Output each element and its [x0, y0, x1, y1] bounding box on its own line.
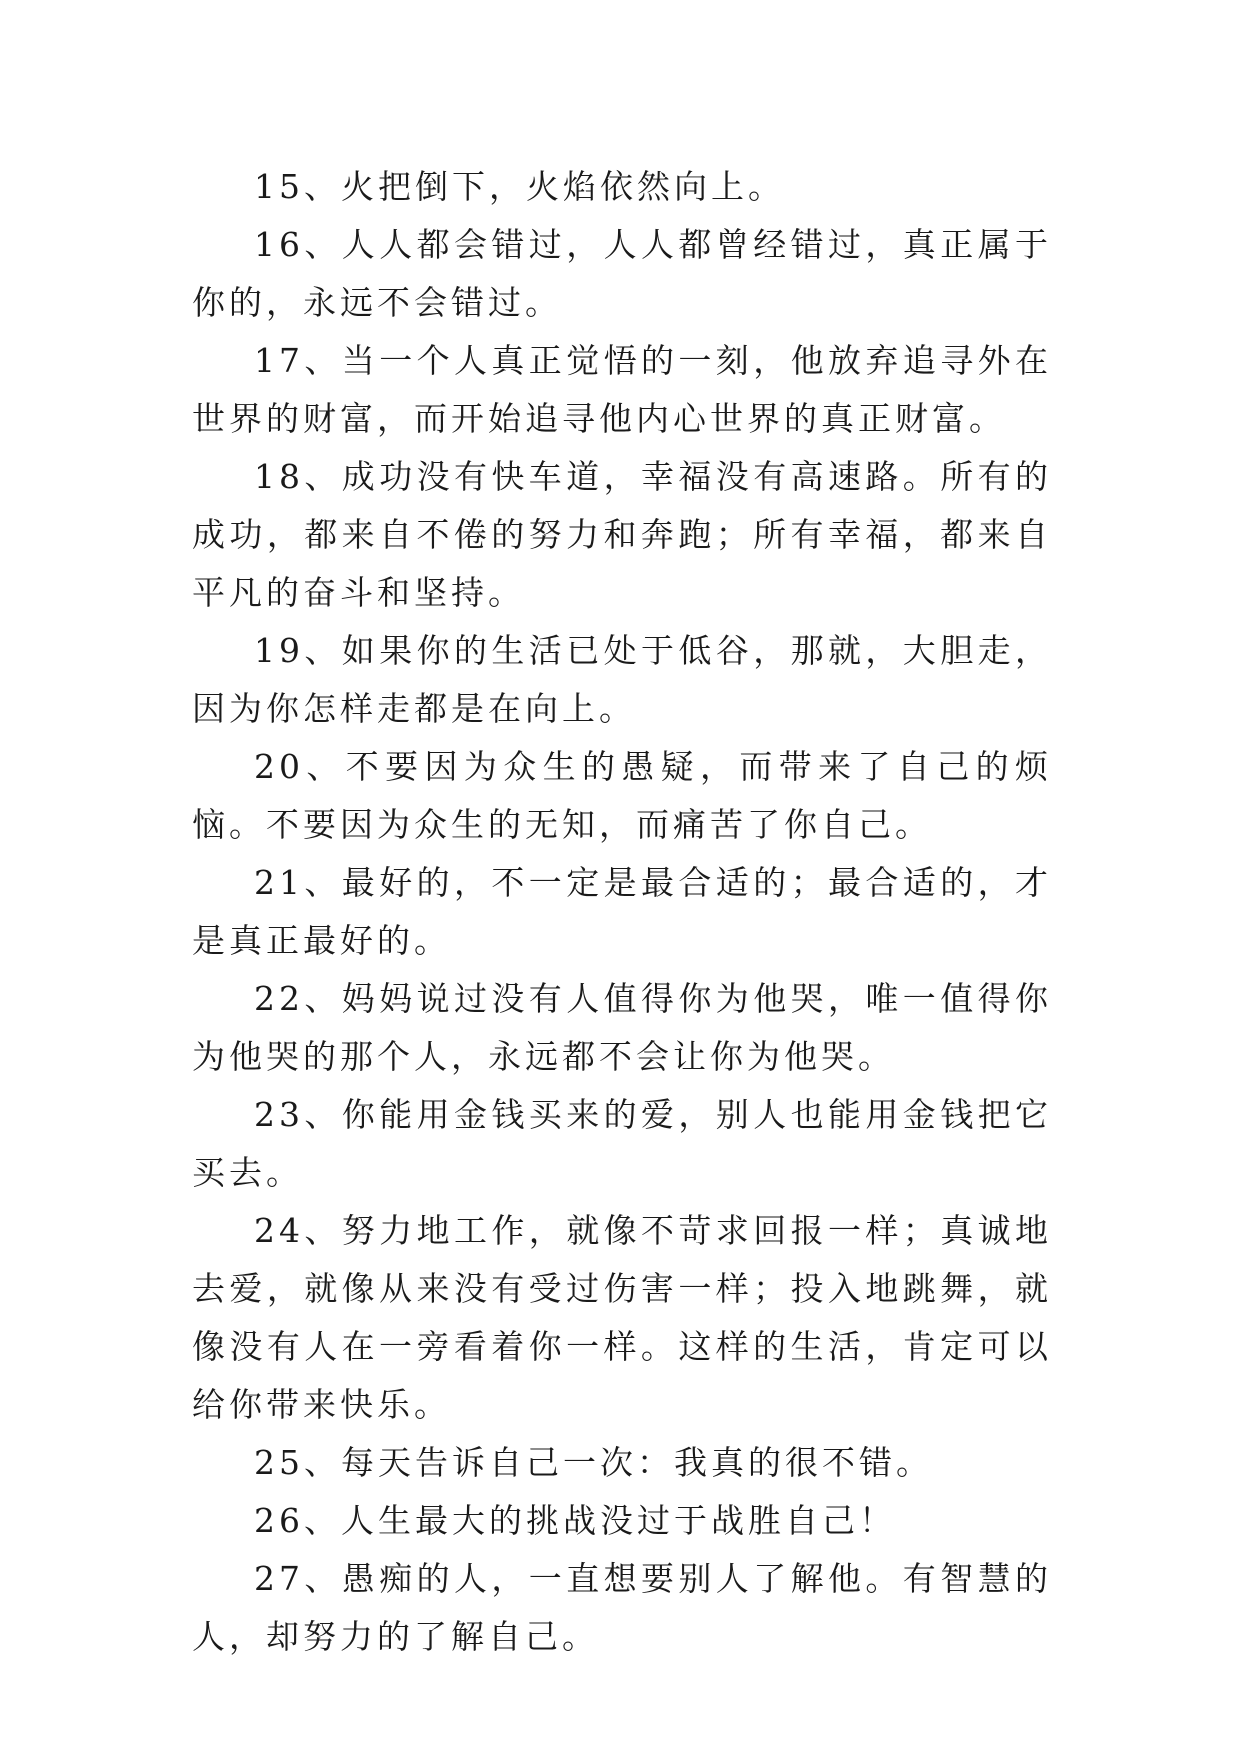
quote-paragraph-15: 15、火把倒下，火焰依然向上。 [254, 167, 785, 206]
document-body [192, 158, 1052, 1666]
quote-paragraph-16: 16、人人都会错过，人人都曾经错过，真正属于你的，永远不会错过。 [192, 225, 1052, 322]
quote-paragraph-18: 18、成功没有快车道，幸福没有高速路。所有的成功，都来自不倦的努力和奔跑；所有幸福，都来自平凡的奋斗和坚持。 [192, 457, 1052, 612]
quote-paragraph-24: 24、努力地工作，就像不苛求回报一样；真诚地去爱，就像从来没有受过伤害一样；投入地跳舞，就像没有人在一旁看着你一样。这样的生活，肯定可以给你带来快乐。 [192, 1211, 1052, 1424]
quote-paragraph-27: 27、愚痴的人，一直想要别人了解他。有智慧的人，却努力的了解自己。 [192, 1559, 1052, 1656]
quote-paragraph-23: 23、你能用金钱买来的爱，别人也能用金钱把它买去。 [192, 1095, 1052, 1192]
quote-paragraph-21: 21、最好的，不一定是最合适的；最合适的，才是真正最好的。 [192, 863, 1052, 960]
quote-paragraph-26: 26、人生最大的挑战没过于战胜自己！ [254, 1501, 896, 1540]
quote-paragraph-22: 22、妈妈说过没有人值得你为他哭，唯一值得你为他哭的那个人，永远都不会让你为他哭。 [192, 979, 1052, 1076]
quote-paragraph-17: 17、当一个人真正觉悟的一刻，他放弃追寻外在世界的财富，而开始追寻他内心世界的真正财富。 [192, 341, 1052, 438]
quote-paragraph-25: 25、每天告诉自己一次：我真的很不错。 [254, 1443, 933, 1482]
quote-paragraph-19: 19、如果你的生活已处于低谷，那就，大胆走，因为你怎样走都是在向上。 [192, 631, 1052, 728]
quote-paragraph-20: 20、不要因为众生的愚疑，而带来了自己的烦恼。不要因为众生的无知，而痛苦了你自己。 [192, 747, 1052, 844]
